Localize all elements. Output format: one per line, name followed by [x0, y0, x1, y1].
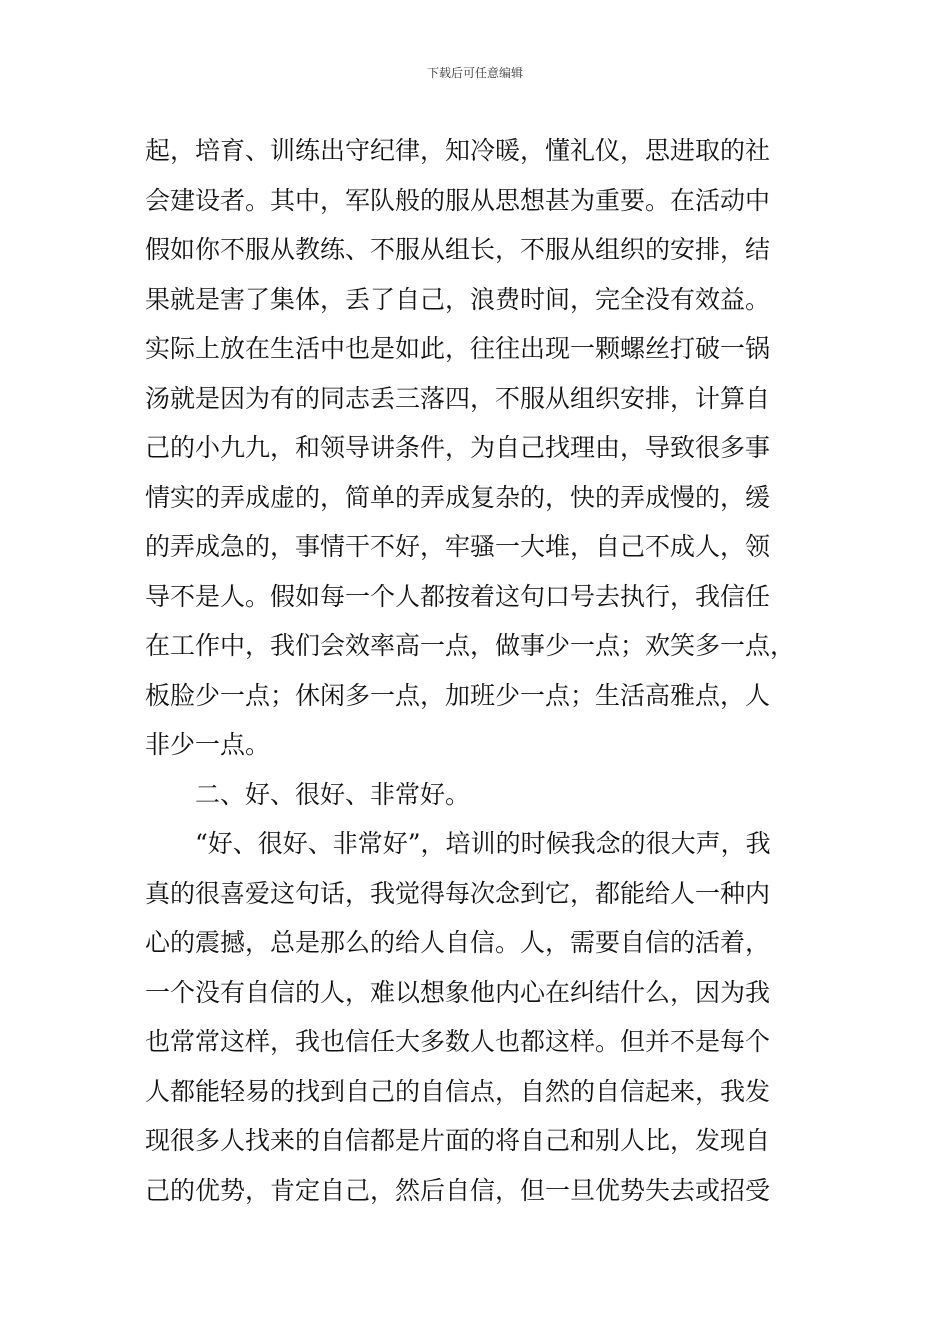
body-line: “好、很好、非常好”，培训的时候我念的很大声，我 — [195, 829, 771, 858]
body-line: 汤就是因为有的同志丢三落四，不服从组织安排，计算自 — [145, 383, 771, 413]
document-body — [145, 126, 825, 1215]
body-line: 板脸少一点；休闲多一点，加班少一点；生活高雅点，人 — [145, 680, 771, 710]
body-line: 果就是害了集体，丢了自己，浪费时间，完全没有效益。 — [145, 284, 771, 314]
body-line: 会建设者。其中，军队般的服从思想甚为重要。在活动中 — [145, 185, 771, 215]
body-line: 心的震撼，总是那么的给人自信。人，需要自信的活着， — [145, 928, 771, 957]
body-line: 一个没有自信的人，难以想象他内心在纠结什么，因为我 — [145, 977, 771, 1007]
body-line: 真的很喜爱这句话，我觉得每次念到它，都能给人一种内 — [145, 878, 771, 908]
body-line: 己的优势，肯定自己，然后自信，但一旦优势失去或招受 — [145, 1175, 771, 1205]
body-line: 己的小九九，和领导讲条件，为自己找理由，导致很多事 — [145, 433, 771, 462]
page-header: 下载后可任意编辑 — [426, 66, 523, 80]
section-heading: 二、好、很好、非常好。 — [195, 779, 471, 809]
body-line: 也常常这样，我也信任大多数人也都这样。但并不是每个 — [145, 1027, 771, 1056]
body-line: 的弄成急的，事情干不好，牢骚一大堆，自己不成人，领 — [145, 532, 771, 561]
body-line: 情实的弄成虚的，简单的弄成复杂的，快的弄成慢的，缓 — [145, 482, 771, 512]
body-line: 导不是人。假如每一个人都按着这句口号去执行，我信任 — [145, 581, 771, 611]
body-line: 非少一点。 — [145, 730, 271, 759]
body-line: 假如你不服从教练、不服从组长，不服从组织的安排，结 — [145, 235, 771, 264]
body-line: 实际上放在生活中也是如此，往往出现一颗螺丝打破一锅 — [145, 334, 771, 363]
body-line: 现很多人找来的自信都是片面的将自己和别人比，发现自 — [145, 1126, 771, 1155]
body-line: 起，培育、训练出守纪律，知冷暖，懂礼仪，思进取的社 — [145, 136, 771, 165]
body-line: 在工作中，我们会效率高一点，做事少一点；欢笑多一点， — [145, 631, 796, 660]
body-line: 人都能轻易的找到自己的自信点，自然的自信起来，我发 — [145, 1076, 771, 1106]
